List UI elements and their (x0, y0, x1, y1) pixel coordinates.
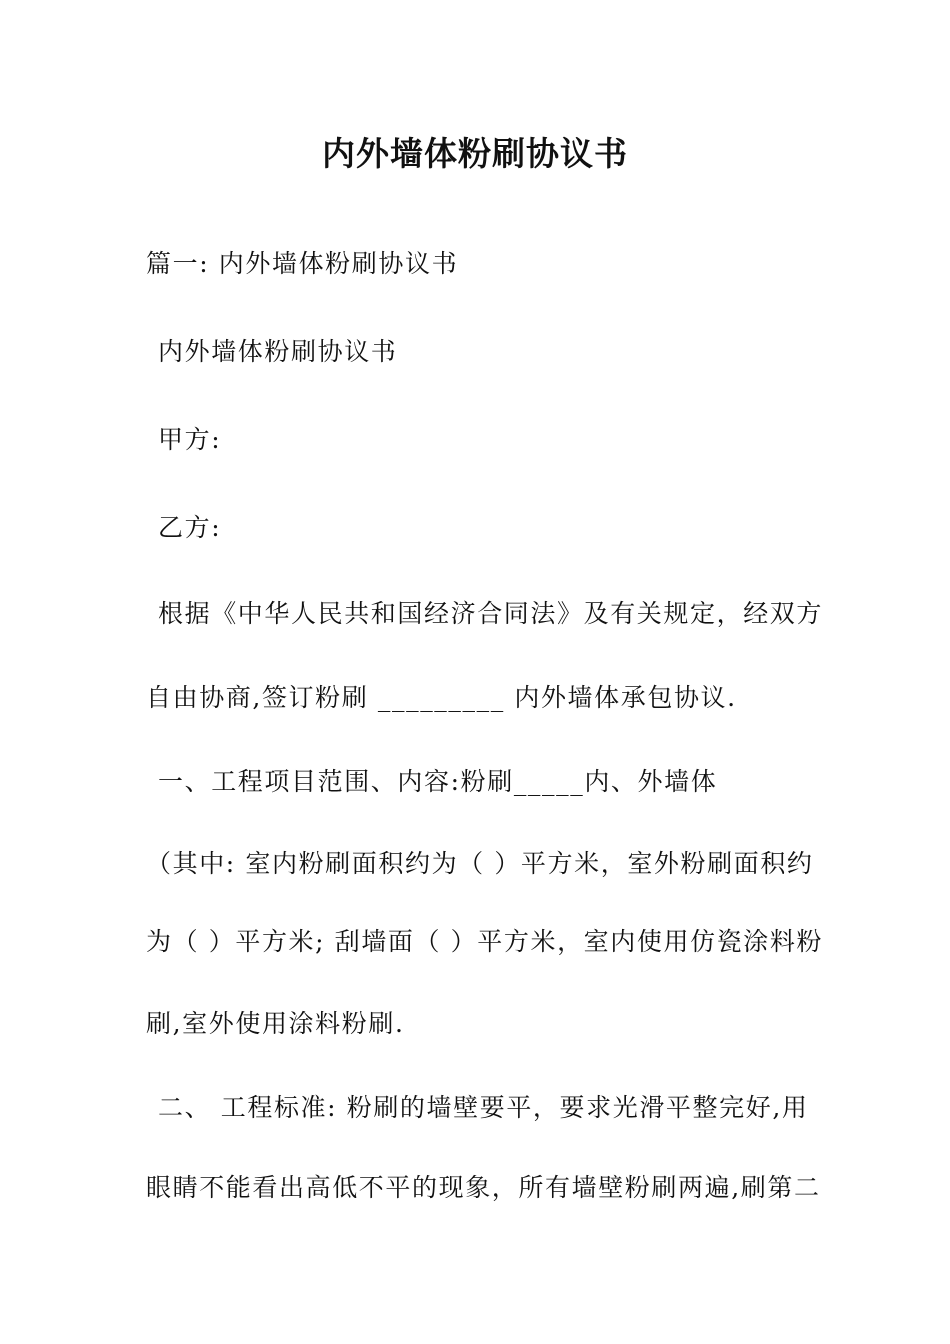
document-title: 内外墙体粉刷协议书 (322, 134, 628, 173)
paragraph-line: 为（ ）平方米; 刮墙面（ ）平方米，室内使用仿瓷涂料粉 (146, 927, 824, 956)
agreement-title: 内外墙体粉刷协议书 (158, 337, 398, 366)
paragraph-line: 一、工程项目范围、内容:粉刷_____内、外墙体 (158, 767, 718, 796)
section-heading: 篇一: 内外墙体粉刷协议书 (146, 249, 459, 278)
paragraph-line: 眼睛不能看出高低不平的现象，所有墙壁粉刷两遍,刷第二 (146, 1173, 821, 1202)
party-b-label: 乙方: (158, 513, 222, 542)
paragraph-line: 刷,室外使用涂料粉刷. (146, 1009, 405, 1038)
paragraph-line: （其中: 室内粉刷面积约为（ ）平方米，室外粉刷面积约 (146, 849, 814, 878)
paragraph-line: 二、 工程标准: 粉刷的墙壁要平，要求光滑平整完好,用 (158, 1093, 809, 1122)
party-a-label: 甲方: (158, 425, 222, 454)
paragraph-line: 根据《中华人民共和国经济合同法》及有关规定，经双方 (158, 599, 824, 628)
paragraph-line: 自由协商,签订粉刷 _________ 内外墙体承包协议. (146, 683, 737, 712)
